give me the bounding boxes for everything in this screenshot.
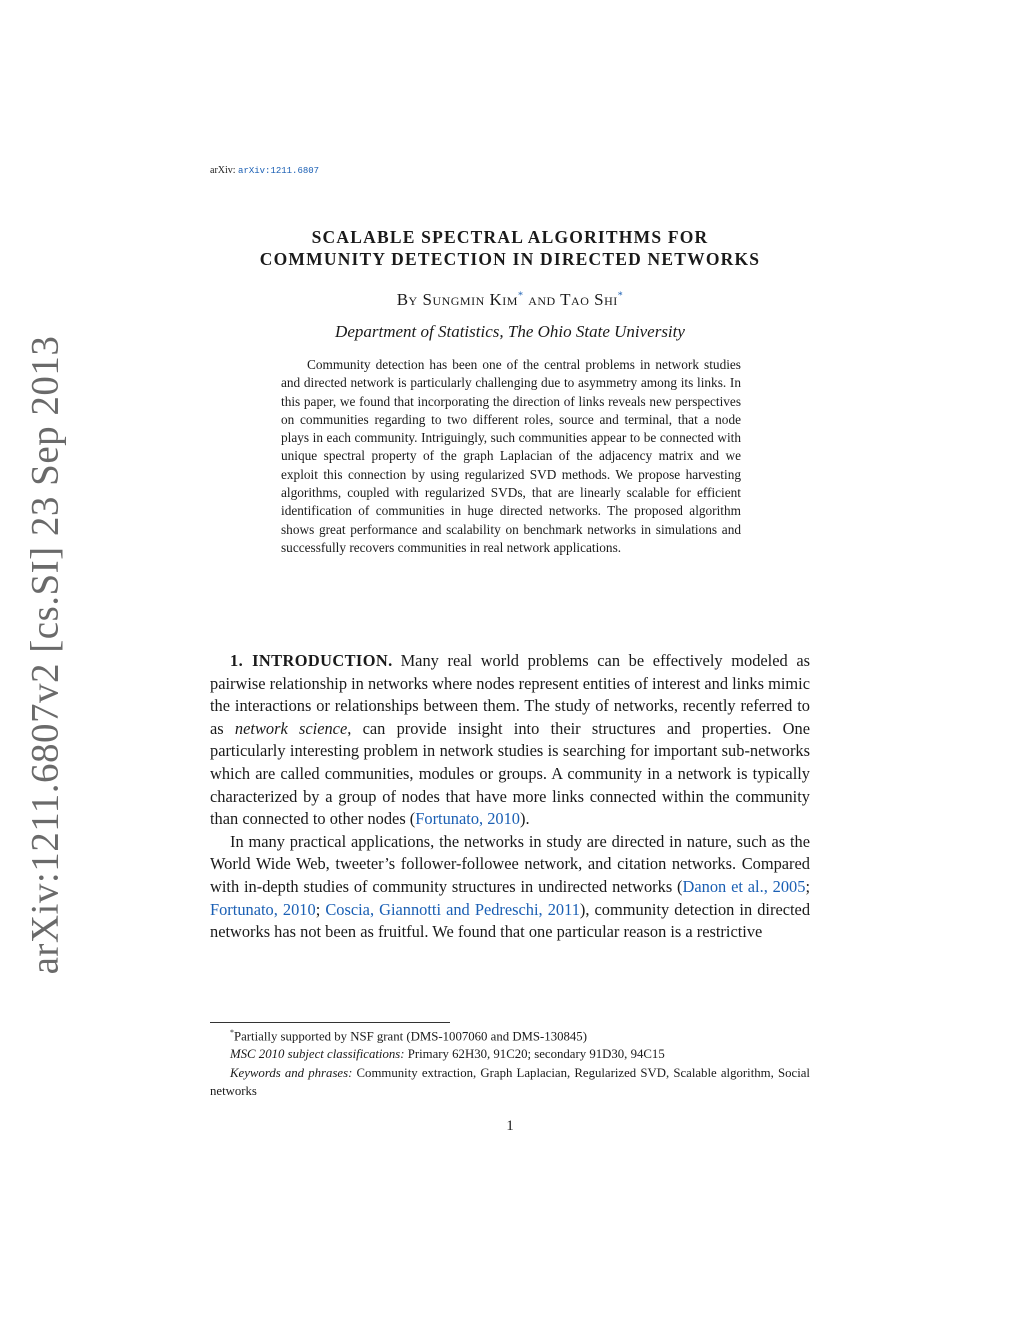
arxiv-id-link[interactable]: arXiv:1211.6807 [238, 166, 320, 176]
section-heading: 1. INTRODUCTION. [230, 651, 393, 670]
title-line-1: SCALABLE SPECTRAL ALGORITHMS FOR [311, 227, 709, 247]
arxiv-header [210, 165, 319, 176]
footnotes [210, 1024, 810, 1100]
citation-danon-2005[interactable]: Danon et al., 2005 [682, 876, 806, 896]
footnote-rule [210, 1022, 450, 1023]
and-word: and [528, 290, 556, 309]
paper-title [210, 226, 810, 270]
citation-coscia-2011[interactable]: Coscia, Giannotti and Pedreschi, 2011 [325, 899, 580, 919]
author-line [210, 290, 810, 310]
author-shi: Tao Shi [560, 290, 618, 309]
intro-paragraph-1: 1. INTRODUCTION. Many real world problems can be effectively modeled as pairwise relationship in networks where nodes represent entities of interest and links mimic the interactions or relationships between them. The study of networks, recently referred to as network science, can provide insight into their structures and properties. One particularly interesting problem in network studies is searching for important sub-networks which are called communities, modules or groups. A community in a network is typically characterized by a group of nodes that have more links connected within the community than connected to other nodes (Fortunato, 2010). [210, 651, 810, 829]
affiliation: Department of Statistics, The Ohio State University [335, 322, 685, 341]
arxiv-label: arXiv: [210, 165, 236, 176]
footnote-funding: *Partially supported by NSF grant (DMS-1007060 and DMS-130845) [230, 1028, 587, 1044]
by-word: By [396, 290, 418, 309]
footnote-mark-shi[interactable]: * [617, 290, 624, 302]
author-kim: Sungmin Kim [422, 290, 518, 309]
emphasis-network-science: network science [234, 718, 348, 738]
intro-paragraph-2: In many practical applications, the networks in study are directed in nature, such as the World Wide Web, tweeter’s follower-followee network, and citation networks. Compared with in-depth studies of community structures in undirected networks (Danon et al., 2005; Fortunato, 2010; Coscia, Giannotti and Pedreschi, 2011), community detection in directed networks has not been as fruitful. We found that one particular reason is a restrictive [210, 831, 811, 942]
citation-fortunato-2010[interactable]: Fortunato, 2010 [415, 809, 520, 829]
arxiv-side-stamp: arXiv:1211.6807v2 [cs.SI] 23 Sep 2013 [23, 335, 67, 975]
abstract-text: Community detection has been one of the central problems in network studies and directed network is particularly challenging due to asymmetry among its links. In this paper, we found that incorporating the direction of links reveals new perspectives on communities regarding to two different roles, source and terminal, that a node plays in each community. Intriguingly, such communities appear to be connected with unique spectral property of the graph Laplacian of the adjacency matrix and we exploit this connection by using regularized SVD methods. We propose harvesting algorithms, coupled with regularized SVDs, that are linearly scalable for efficient identification of communities in huge directed networks. The proposed algorithm shows great performance and scalability on benchmark networks in simulations and successfully recovers communities in real network applications. [281, 357, 741, 555]
footnote-keywords: Keywords and phrases: Community extraction, Graph Laplacian, Regularized SVD, Scalable algorithm, Social networks [210, 1065, 810, 1098]
abstract [281, 356, 741, 557]
footnote-msc: MSC 2010 subject classifications: Primary 62H30, 91C20; secondary 91D30, 94C15 [230, 1047, 665, 1062]
page-number: 1 [506, 1118, 514, 1134]
introduction-section [210, 650, 810, 944]
title-line-2: COMMUNITY DETECTION IN DIRECTED NETWORKS [259, 249, 761, 269]
citation-fortunato-2010-b[interactable]: Fortunato, 2010 [210, 899, 316, 919]
footnote-mark-kim[interactable]: * [517, 290, 524, 302]
